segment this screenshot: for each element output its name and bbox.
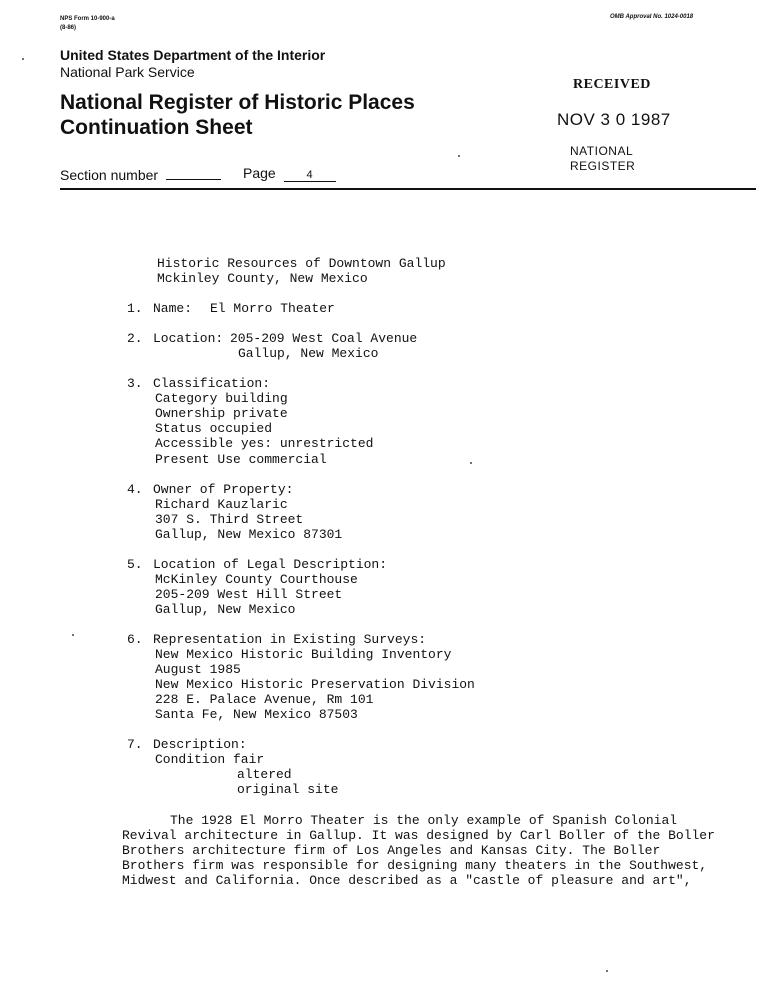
form-number: NPS Form 10-900-a: [60, 16, 115, 22]
section-blank: [166, 179, 221, 180]
item-3-label: Classification:: [153, 376, 271, 391]
condition-label: Condition: [155, 752, 226, 767]
paragraph-line-1: The 1928 El Morro Theater is the only example of Spanish Colonial: [170, 813, 678, 828]
item-2-line-2: Gallup, New Mexico: [238, 346, 379, 361]
item-5-label: Location of Legal Description:: [153, 557, 388, 572]
legal-line-3: Gallup, New Mexico: [155, 602, 296, 617]
received-date: NOV 3 0 1987: [557, 110, 671, 129]
stamp-national: NATIONAL: [570, 144, 634, 158]
form-date: (8-86): [60, 25, 77, 31]
agency-name: National Park Service: [60, 64, 195, 80]
paragraph-line-3: Brothers architecture firm of Los Angeles and Kansas City. The Boller: [122, 843, 661, 858]
scan-speck: [470, 462, 472, 464]
item-6-number: 6.: [127, 632, 143, 647]
section-number-field: [60, 167, 221, 183]
survey-line-4: 228 E. Palace Avenue, Rm 101: [155, 692, 374, 707]
item-1-label: Name:: [153, 301, 193, 316]
item-2-number: 2.: [127, 331, 143, 346]
item-1-number: 1.: [127, 301, 143, 316]
item-2-line-1: 205-209 West Coal Avenue: [230, 331, 418, 346]
header-rule: [60, 188, 756, 190]
survey-line-3: New Mexico Historic Preservation Division: [155, 677, 475, 692]
paragraph-line-2: Revival architecture in Gallup. It was designed by Carl Boller of the Boller: [122, 828, 715, 843]
classification-present-use: Present Use commercial: [155, 452, 327, 467]
item-2-label: Location:: [153, 331, 224, 346]
legal-line-2: 205-209 West Hill Street: [155, 587, 343, 602]
page-value: 4: [284, 169, 336, 182]
form-title: National Register of Historic Places: [60, 91, 415, 114]
paragraph-line-4: Brothers firm was responsible for designing many theaters in the Southwest,: [122, 858, 708, 873]
survey-line-5: Santa Fe, New Mexico 87503: [155, 707, 358, 722]
classification-status: Status occupied: [155, 421, 273, 436]
classification-accessible: Accessible yes: unrestricted: [155, 436, 374, 451]
legal-line-1: McKinley County Courthouse: [155, 572, 358, 587]
paragraph-line-5: Midwest and California. Once described as a "castle of pleasure and art",: [122, 873, 692, 888]
owner-line-3: Gallup, New Mexico 87301: [155, 527, 343, 542]
condition-fair: fair: [233, 752, 265, 767]
classification-category: Category building: [155, 391, 288, 406]
scan-speck: [606, 970, 608, 972]
page-field: [243, 165, 336, 182]
page-label: Page: [243, 165, 276, 181]
item-7-label: Description:: [153, 737, 247, 752]
condition-original-site: original site: [237, 782, 339, 797]
item-6-label: Representation in Existing Surveys:: [153, 632, 427, 647]
omb-approval: OMB Approval No. 1024-0018: [610, 14, 694, 20]
received-stamp: RECEIVED: [573, 77, 651, 92]
item-7-number: 7.: [127, 737, 143, 752]
department-name: United States Department of the Interior: [60, 47, 326, 63]
item-5-number: 5.: [127, 557, 143, 572]
condition-altered: altered: [237, 767, 292, 782]
item-1-value: El Morro Theater: [210, 301, 335, 316]
item-3-number: 3.: [127, 376, 143, 391]
doc-heading-2: Mckinley County, New Mexico: [157, 271, 368, 286]
section-label: Section number: [60, 167, 159, 183]
scan-speck: [72, 634, 74, 636]
scan-speck: [22, 58, 24, 60]
owner-line-1: Richard Kauzlaric: [155, 497, 288, 512]
survey-line-2: August 1985: [155, 662, 241, 677]
item-4-label: Owner of Property:: [153, 482, 294, 497]
classification-ownership: Ownership private: [155, 406, 288, 421]
item-4-number: 4.: [127, 482, 143, 497]
survey-line-1: New Mexico Historic Building Inventory: [155, 647, 452, 662]
stamp-register: REGISTER: [570, 159, 636, 173]
doc-heading-1: Historic Resources of Downtown Gallup: [157, 256, 446, 271]
owner-line-2: 307 S. Third Street: [155, 512, 304, 527]
form-subtitle: Continuation Sheet: [60, 116, 253, 139]
scan-speck: [458, 155, 460, 157]
